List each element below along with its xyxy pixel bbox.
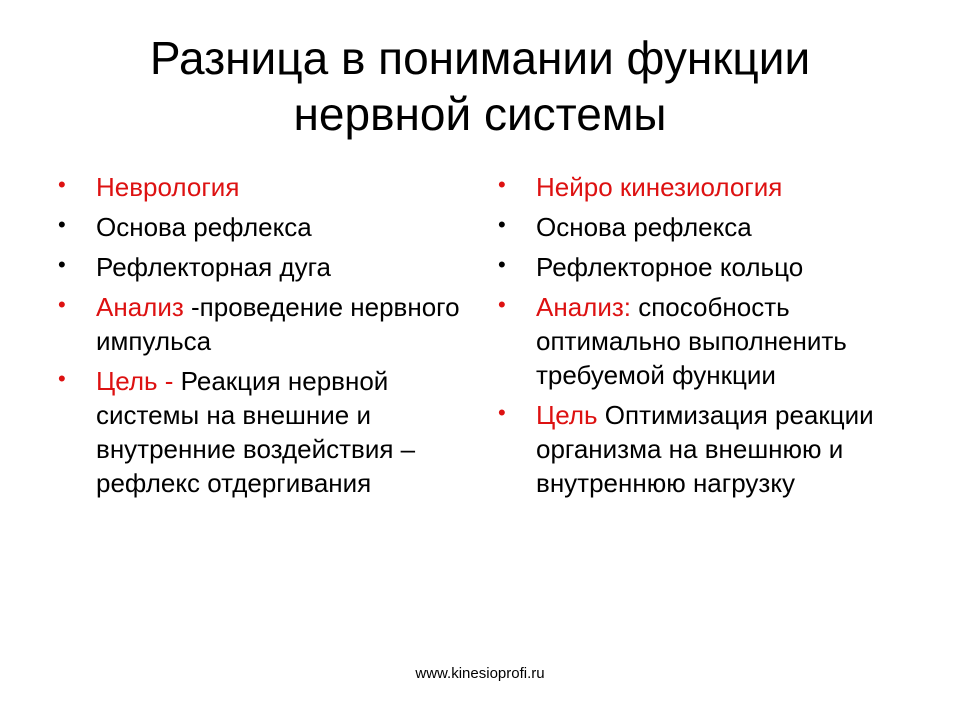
- list-item-analysis: [498, 290, 918, 392]
- bullet-icon: •: [498, 292, 506, 317]
- item-label-red: Анализ: [96, 292, 184, 322]
- footer-url: www.kinesioprofi.ru: [415, 665, 545, 682]
- item-text: Рефлекторное кольцо: [536, 252, 804, 282]
- item-label-red: Нейро кинезиология: [536, 172, 783, 202]
- bullet-icon: •: [58, 252, 66, 277]
- item-label-red: Цель: [536, 400, 598, 430]
- item-text: способность оптимально выполненить требуемой функции: [536, 292, 847, 390]
- bullet-icon: •: [498, 400, 506, 425]
- bullet-icon: •: [58, 366, 66, 391]
- item-label-red: Цель -: [96, 366, 174, 396]
- list-item-reflex-ring: [498, 250, 918, 284]
- list-item-goal: [58, 364, 478, 500]
- list-item-reflex-arc: [58, 250, 478, 284]
- list-item-goal: [498, 398, 918, 500]
- item-text: Основа рефлекса: [96, 212, 312, 242]
- left-column-list: [58, 170, 478, 506]
- item-label-red: Анализ:: [536, 292, 631, 322]
- bullet-icon: •: [498, 212, 506, 237]
- bullet-icon: •: [58, 212, 66, 237]
- item-text: -проведение нервного импульса: [96, 292, 460, 356]
- right-column-list: [498, 170, 918, 506]
- bullet-icon: •: [58, 292, 66, 317]
- item-label-red: Неврология: [96, 172, 240, 202]
- bullet-icon: •: [498, 172, 506, 197]
- item-text: Рефлекторная дуга: [96, 252, 331, 282]
- item-text: Оптимизация реакции организма на внешнюю и внутреннюю нагрузку: [536, 400, 874, 498]
- item-text: Основа рефлекса: [536, 212, 752, 242]
- slide-title: [40, 30, 920, 142]
- item-text: Реакция нервной системы на внешние и внутренние воздействия – рефлекс отдергивания: [96, 366, 416, 498]
- bullet-icon: •: [58, 172, 66, 197]
- list-item-reflex-basis: [58, 210, 478, 244]
- list-item-analysis: [58, 290, 478, 358]
- title-line-2: нервной системы: [293, 88, 667, 140]
- bullet-icon: •: [498, 252, 506, 277]
- title-line-1: Разница в понимании функции: [149, 32, 811, 84]
- list-item-neurology: [58, 170, 478, 204]
- list-item-reflex-basis: [498, 210, 918, 244]
- list-item-neurokinesiology: [498, 170, 918, 204]
